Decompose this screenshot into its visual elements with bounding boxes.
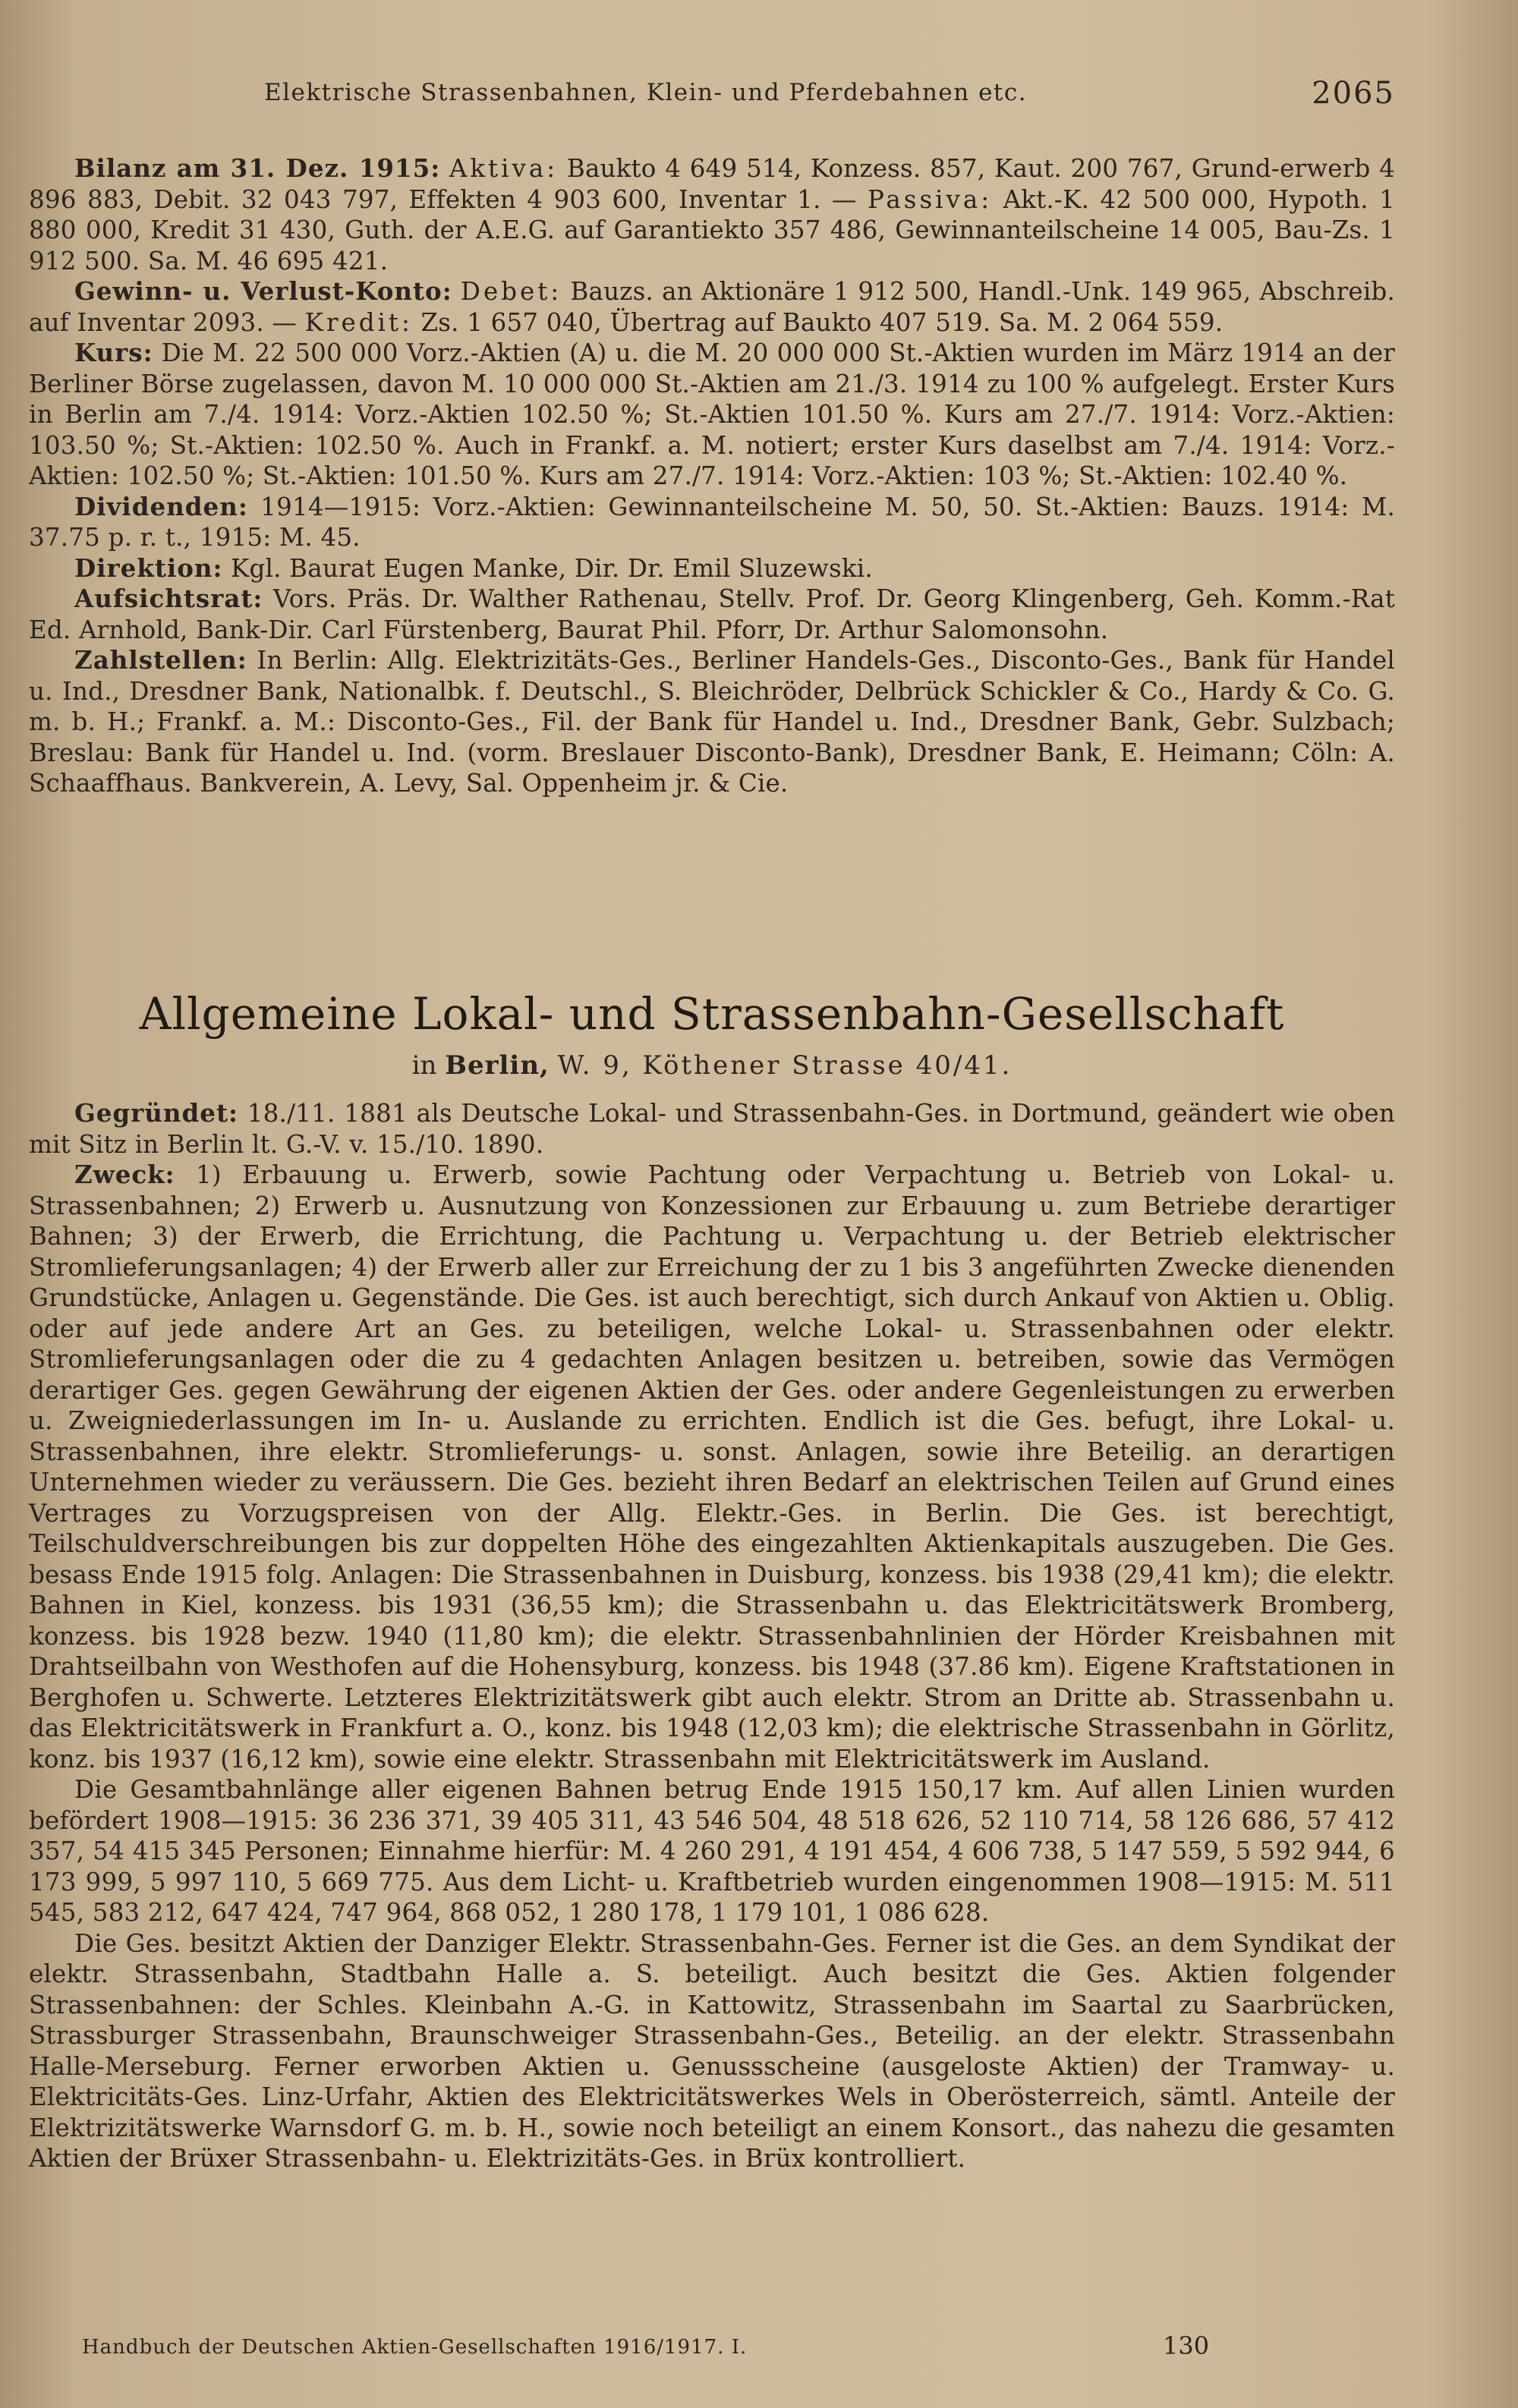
location-prefix: in	[411, 1050, 437, 1081]
aufsichtsrat-text: Vors. Präs. Dr. Walther Rathenau, Stellv. Prof. Dr. Georg Klingenberg, Geh. Komm.-Rat Ed. Arnhold, Bank-Dir. Carl Fürstenberg, Baurat Phil. Pforr, Dr. Arthur Salomonsohn.	[29, 584, 1396, 644]
dividenden-paragraph	[29, 492, 1395, 553]
zahlstellen-paragraph	[29, 645, 1395, 799]
zweck-label: Zweck:	[74, 1160, 175, 1189]
gegruendet-label: Gegründet:	[74, 1098, 238, 1128]
gewinn-paragraph	[29, 276, 1395, 338]
zahlstellen-label: Zahlstellen:	[74, 645, 247, 675]
aufsichtsrat-paragraph	[29, 584, 1395, 645]
company-address: W. 9, Köthener Strasse 40/41.	[557, 1050, 1013, 1081]
lower-section	[29, 1098, 1395, 2174]
kurs-label: Kurs:	[74, 338, 153, 367]
dividenden-label: Dividenden:	[74, 491, 248, 521]
direktion-text: Kgl. Baurat Eugen Manke, Dir. Dr. Emil Sluzewski.	[231, 553, 873, 583]
aufsichtsrat-label: Aufsichtsrat:	[74, 584, 263, 613]
footer-sheet-number: 130	[1163, 2331, 1210, 2360]
passiva-label: Passiva:	[867, 184, 993, 214]
bahnlaenge-text: Die Gesamtbahnlänge aller eigenen Bahnen betrug Ende 1915 150,17 km. Auf allen Linien wurden befördert 1908—1915: 36 236 371, 39 405 311, 43 546 504, 48 518 626, 52 110 714, 58 126 686, 57 412 357, 54 415 345 Personen; Einnahme hierfür: M. 4 260 291, 4 191 454, 4 606 738, 5 147 559, 5 592 944, 6 173 999, 5 997 110, 5 669 775. Aus dem Licht- u. Kraftbetrieb wurden eingenommen 1908—1915: M. 511 545, 583 212, 647 424, 747 964, 868 052, 1 280 178, 1 179 101, 1 086 628.	[29, 1775, 1395, 1927]
direktion-label: Direktion:	[74, 552, 223, 583]
debet-text: Bauzs. an Aktionäre 1 912 500, Handl.-Unk. 149 965, Abschreib. auf Inventar 2093. —	[29, 277, 1395, 337]
bahnlaenge-paragraph	[29, 1774, 1395, 1928]
kredit-text: Zs. 1 657 040, Übertrag auf Baukto 407 519. Sa. M. 2 064 559.	[420, 307, 1224, 337]
kurs-text: Die M. 22 500 000 Vorz.-Aktien (A) u. die M. 20 000 000 St.-Aktien wurden im März 1914 an der Berliner Börse zugelassen, davon M. 10 000 000 St.-Aktien am 21./3. 1914 zu 100 % aufgelegt. Erster Kurs in Berlin am 7./4. 1914: Vorz.-Aktien 102.50 %; St.-Aktien 101.50 %. Kurs am 27./7. 1914: Vorz.-Aktien: 103.50 %; St.-Aktien: 102.50 %. Auch in Frankf. a. M. notiert; erster Kurs daselbst am 7./4. 1914: Vorz.-Aktien: 102.50 %; St.-Aktien: 101.50 %. Kurs am 27./7. 1914: Vorz.-Aktien: 103 %; St.-Aktien: 102.40 %.	[29, 338, 1396, 490]
aktiva-label: Aktiva:	[449, 154, 559, 183]
company-location	[29, 1050, 1395, 1081]
debet-label: Debet:	[460, 277, 562, 306]
beteiligungen-paragraph	[29, 1928, 1395, 2174]
passiva-text: Akt.-K. 42 500 000, Hypoth. 1 880 000, Kredit 31 430, Guth. der A.E.G. auf Garantiekto 357 486, Gewinnanteilscheine 14 005, Bau-Zs. 1 912 500. Sa. M. 46 695 421.	[29, 184, 1396, 275]
company-title: Allgemeine Lokal- und Strassenbahn-Gesellschaft	[139, 988, 1285, 1040]
bilanz-paragraph	[29, 153, 1395, 276]
gegruendet-text: 18./11. 1881 als Deutsche Lokal- und Strassenbahn-Ges. in Dortmund, geändert wie oben mit Sitz in Berlin lt. G.-V. v. 15./10. 1890.	[29, 1099, 1395, 1159]
bilanz-label: Bilanz am 31. Dez. 1915:	[74, 153, 441, 183]
gegruendet-paragraph	[29, 1098, 1395, 1160]
aktiva-text: Baukto 4 649 514, Konzess. 857, Kaut. 200 767, Grund-erwerb 4 896 883, Debit. 32 043 797, Effekten 4 903 600, Inventar 1. —	[29, 154, 1396, 214]
zweck-text: 1) Erbauung u. Erwerb, sowie Pachtung oder Verpachtung u. Betrieb von Lokal- u. Strassenbahnen; 2) Erwerb u. Ausnutzung von Konzessionen zur Erbauung u. zum Betriebe derartiger Bahnen; 3) der Erwerb, die Errichtung, die Pachtung u. Verpachtung u. der Betrieb elektrischer Stromlieferungsanlagen; 4) der Erwerb aller zur Erreichung der zu 1 bis 3 angeführten Zwecke dienenden Grundstücke, Anlagen u. Gegenstände. Die Ges. ist auch berechtigt, sich durch Ankauf von Aktien u. Oblig. oder auf jede andere Art an Ges. zu beteiligen, welche Lokal- u. Strassenbahnen oder elektr. Stromlieferungsanlagen oder die zu 4 gedachten Anlagen besitzen u. betreiben, sowie das Vermögen derartiger Ges. gegen Gewährung der eigenen Aktien der Ges. oder andere Gegenleistungen zu erwerben u. Zweigniederlassungen im In- u. Auslande zu errichten. Endlich ist die Ges. befugt, ihre Lokal- u. Strassenbahnen, ihre elektr. Stromlieferungs- u. sonst. Anlagen, sowie ihre Beteilig. an derartigen Unternehmen wieder zu veräussern. Die Ges. bezieht ihren Bedarf an elektrischen Teilen auf Grund eines Vertrages zu Vorzugspreisen von der Allg. Elektr.-Ges. in Berlin. Die Ges. ist berechtigt, Teilschuldverschreibungen bis zur doppelten Höhe des eingezahlten Aktienkapitals auszugeben. Die Ges. besass Ende 1915 folg. Anlagen: Die Strassenbahnen in Duisburg, konzess. bis 1938 (29,41 km); die elektr. Bahnen in Kiel, konzess. bis 1931 (36,55 km); die Strassenbahn u. das Elektricitätswerk Bromberg, konzess. bis 1928 bezw. 1940 (11,80 km); die elektr. Strassenbahnlinien der Hörder Kreisbahnen mit Drahtseilbahn von Westhofen auf die Hohensyburg, konzess. bis 1948 (37.86 km). Eigene Kraftstationen in Berghofen u. Schwerte. Letzteres Elektrizitätswerk gibt auch elektr. Strom an Dritte ab. Strassenbahn u. das Elektricitätswerk in Frankfurt a. O., konz. bis 1948 (12,03 km); die elektrische Strassenbahn in Görlitz, konz. bis 1937 (16,12 km), sowie eine elektr. Strassenbahn mit Elektricitätswerk im Ausland.	[29, 1160, 1396, 1774]
zweck-paragraph	[29, 1160, 1395, 1774]
dividenden-text: 1914—1915: Vorz.-Aktien: Gewinnanteilscheine M. 50, 50. St.-Aktien: Bauzs. 1914: M. 37.75 p. r. t., 1915: M. 45.	[29, 492, 1395, 552]
kurs-paragraph	[29, 338, 1395, 492]
gewinn-label: Gewinn- u. Verlust-Konto:	[74, 276, 452, 306]
running-head	[29, 76, 1395, 112]
company-city: Berlin,	[445, 1050, 550, 1081]
page-number: 2065	[1312, 76, 1395, 111]
upper-section	[29, 153, 1395, 799]
beteiligungen-text: Die Ges. besitzt Aktien der Danziger Elektr. Strassenbahn-Ges. Ferner ist die Ges. an dem Syndikat der elektr. Strassenbahn, Stadtbahn Halle a. S. beteiligt. Auch besitzt die Ges. Aktien folgender Strassenbahnen: der Schles. Kleinbahn A.-G. in Kattowitz, Strassenbahn im Saartal zu Saarbrücken, Strassburger Strassenbahn, Braunschweiger Strassenbahn-Ges., Beteilig. an der elektr. Strassenbahn Halle-Merseburg. Ferner erworben Aktien u. Genussscheine (ausgeloste Aktien) der Tramway- u. Elektricitäts-Ges. Linz-Urfahr, Aktien des Elektricitätswerkes Wels in Oberösterreich, sämtl. Anteile der Elektrizitätswerke Warnsdorf G. m. b. H., sowie noch beteiligt an einem Konsort., das nahezu die gesamten Aktien der Brüxer Strassenbahn- u. Elektrizitäts-Ges. in Brüx kontrolliert.	[29, 1928, 1395, 2173]
zahlstellen-text: In Berlin: Allg. Elektrizitäts-Ges., Berliner Handels-Ges., Disconto-Ges., Bank für Handel u. Ind., Dresdner Bank, Nationalbk. f. Deutschl., S. Bleichröder, Delbrück Schickler & Co., Hardy & Co. G. m. b. H.; Frankf. a. M.: Disconto-Ges., Fil. der Bank für Handel u. Ind., Dresdner Bank, Gebr. Sulzbach; Breslau: Bank für Handel u. Ind. (vorm. Breslauer Disconto-Bank), Dresdner Bank, E. Heimann; Cöln: A. Schaaffhaus. Bankverein, A. Levy, Sal. Oppenheim jr. & Cie.	[29, 646, 1395, 798]
direktion-paragraph	[29, 553, 1395, 584]
footer-signature-line: Handbuch der Deutschen Aktien-Gesellschaften 1916/1917. I.	[82, 2336, 748, 2359]
running-head-title: Elektrische Strassenbahnen, Klein- und Pferdebahnen etc.	[264, 79, 1028, 106]
kredit-label: Kredit:	[304, 307, 413, 337]
